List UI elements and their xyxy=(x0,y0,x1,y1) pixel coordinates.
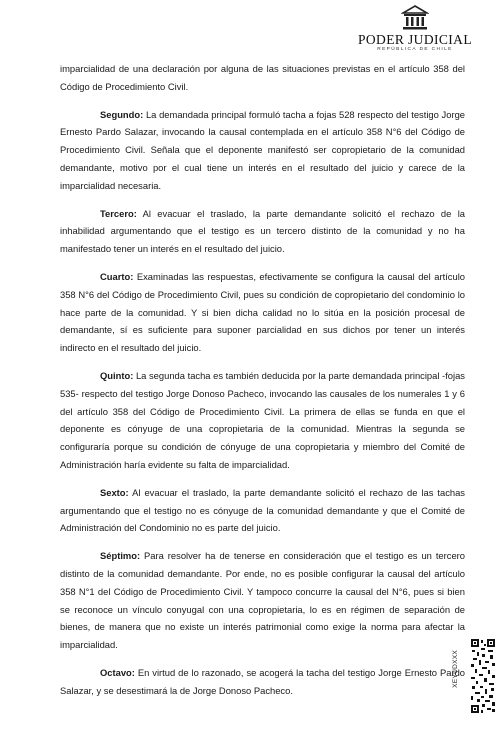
logo-title: PODER JUDICIAL xyxy=(340,33,490,47)
poder-judicial-logo xyxy=(340,4,490,66)
logo-subtitle: REPÚBLICA DE CHILE xyxy=(377,47,453,52)
paragraph-text: imparcialidad de una declaración por alguna de las situaciones previstas en el artículo 358 del Código de Procedimiento Civil. xyxy=(60,63,465,92)
paragraph-intro xyxy=(60,60,465,96)
paragraph-text: Al evacuar el traslado, la parte demandante solicitó el rechazo de la inhabilidad argumentando que el testigo es un tercero distinto de la comunidad y no ha manifestado tener un interés en el resultado del juicio. xyxy=(60,207,465,255)
verification-code: XEYUDXXX xyxy=(452,650,459,688)
paragraph-label: Sexto: xyxy=(100,486,129,498)
document-body xyxy=(60,60,465,710)
paragraph-segundo xyxy=(60,106,465,195)
paragraph-octavo xyxy=(60,664,465,700)
paragraph-text: La demandada principal formuló tacha a fojas 528 respecto del testigo Jorge Ernesto Pardo Salazar, invocando la causal contemplada en el artículo 358 N°6 del Código de Procedimiento Civil. Señala que el deponente manifestó ser copropietario de la comunidad demandante, motivo por el cual tiene un interés en el resultado del juicio y carece de la imparcialidad necesaria. xyxy=(60,108,465,191)
paragraph-sexto xyxy=(60,484,465,537)
paragraph-label: Segundo: xyxy=(100,108,144,120)
paragraph-label: Quinto: xyxy=(100,369,134,381)
paragraph-text: Para resolver ha de tenerse en consideración que el testigo es un tercero distinto de la comunidad demandante. Por ende, no es posible configurar la causal del artículo 358 N°1 del Código de Procedimiento Civil. Y tampoco concurre la causal del N°6, pues si bien se reconoce un vínculo conyugal con una copropietaria, lo es en régimen de separación de bienes, de manera que no existe un interés patrimonial como exige la norma para afectar la imparcialidad. xyxy=(60,550,465,651)
paragraph-text: Examinadas las respuestas, efectivamente se configura la causal del artículo 358 N°6 del Código de Procedimiento Civil, pues su condición de copropietario del condominio lo hace parte de la comunidad. Y si bien dicha calidad no lo sitúa en la posición procesal de demandante, sí es suficiente para suponer parcialidad en sus dichos por tener un interés indirecto en el resultado del juicio. xyxy=(60,270,465,354)
paragraph-label: Cuarto: xyxy=(100,270,134,282)
paragraph-quinto xyxy=(60,367,465,474)
paragraph-cuarto xyxy=(60,268,465,357)
paragraph-label: Octavo: xyxy=(100,666,135,678)
courthouse-icon xyxy=(401,4,429,32)
paragraph-text: La segunda tacha es también deducida por la parte demandada principal -fojas 535- respecto del testigo Jorge Donoso Pacheco, invocando las causales de los numerales 1 y 6 del artículo 358 del Código de Procedimiento Civil. La primera de ellas se funda en que el deponente es cónyuge de una copropietaria de la comunidad. Mientras la segunda se configuraría porque su condición de cónyuge de una copropietaria y miembro del Comité de Administración haría evidente su falta de imparcialidad. xyxy=(60,369,465,470)
paragraph-text: En virtud de lo razonado, se acogerá la tacha del testigo Jorge Ernesto Pardo Salazar, y se desestimará la de Jorge Donoso Pacheco. xyxy=(60,666,465,696)
paragraph-label: Tercero: xyxy=(100,207,137,219)
paragraph-text: Al evacuar el traslado, la parte demandante solicitó el rechazo de las tachas argumentando que el testigo no es cónyuge de la comunidad demandante y que el Comité de Administración del Condominio no es parte del juicio. xyxy=(60,486,465,534)
paragraph-septimo xyxy=(60,547,465,654)
paragraph-label: Séptimo: xyxy=(100,550,141,562)
paragraph-tercero xyxy=(60,205,465,258)
qr-code-icon xyxy=(470,638,496,714)
